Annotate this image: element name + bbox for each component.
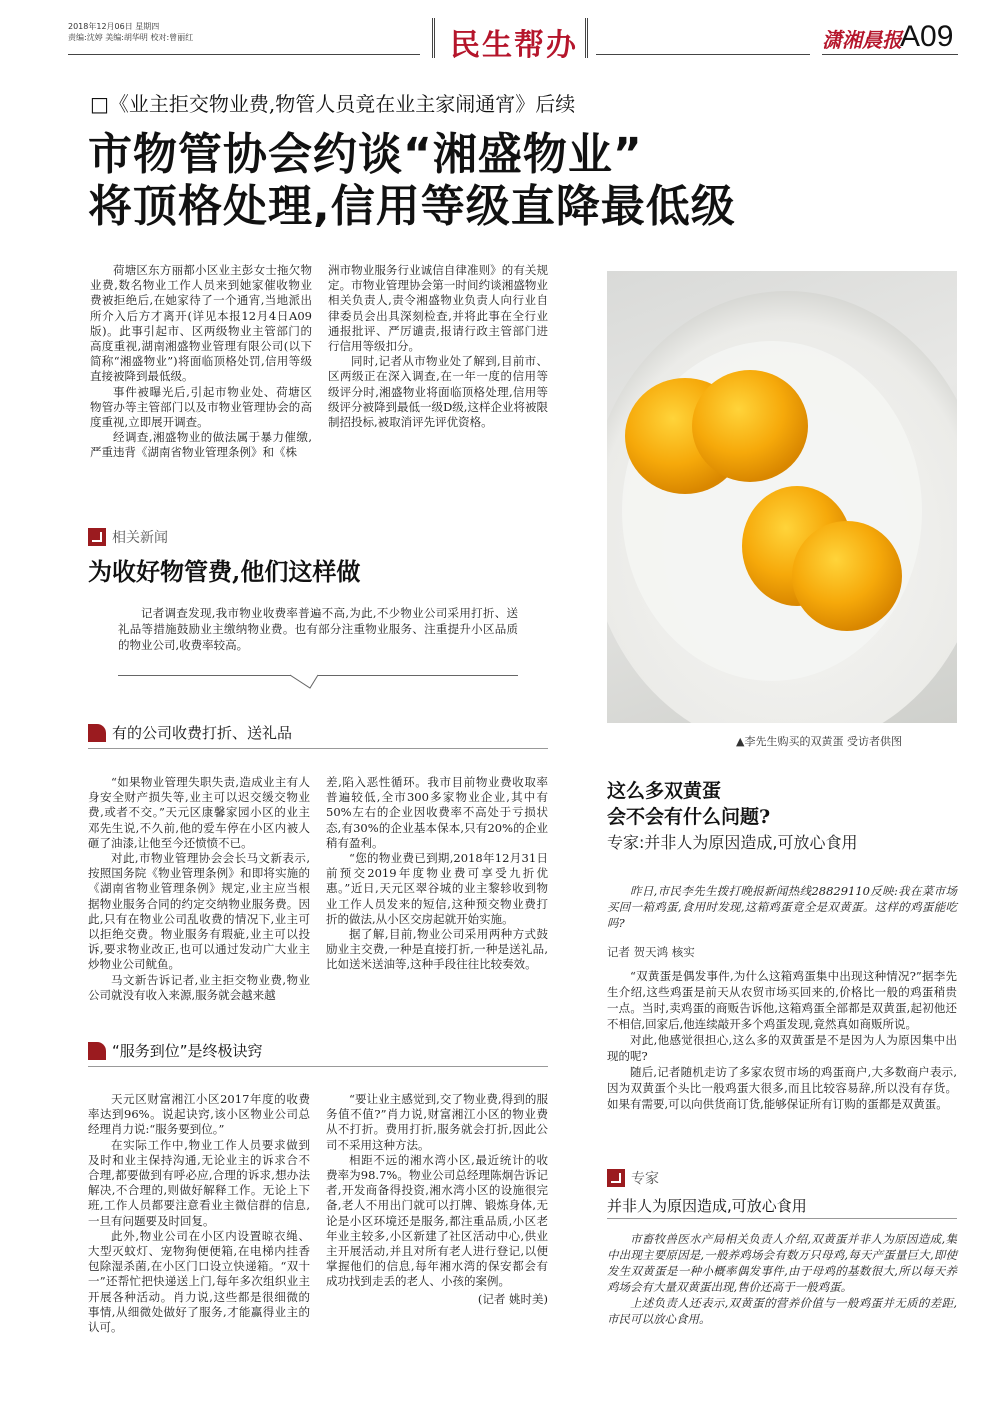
egg-photo	[607, 271, 957, 723]
sub-heading-2	[88, 1040, 263, 1061]
paragraph: 差,陷入恶性循环。我市目前物业费收取率普遍较低,全市300多家物业企业,其中有50%左右的企业因收费率不高处于亏损状态,有30%的企业基本保本,只有20%的企业稍有盈利。	[326, 775, 548, 850]
paragraph: 据了解,目前,物业公司采用两种方式鼓励业主交费,一种是直接打折,一种是送礼品,比如送米送油等,这种手段往往比较奏效。	[326, 927, 548, 972]
paragraph: “如果物业管理失职失责,造成业主有人身安全财产损失等,业主可以迟交缓交物业费,或者不交。”天元区康馨家园小区的业主邓先生说,不久前,他的爱车停在小区内被人砸了油漆,让他至今还愤愤不已。	[88, 775, 310, 850]
photo-caption: ▲李先生购买的双黄蛋 受访者供图	[736, 735, 902, 748]
related-title: 为收好物管费,他们这样做	[88, 557, 361, 586]
sub-heading-1-label: 有的公司收费打折、送礼品	[112, 724, 293, 742]
sub-heading-1	[88, 722, 292, 743]
paragraph: 相距不远的湘水湾小区,最近统计的收费率为98.7%。物业公司总经理陈炯告诉记者,开发商备得投资,湘水湾小区的设施很完备,老人不用出门就可以打牌、锻炼身体,无论是小区环境还是服务,都注重品质,小区老年业主较多,小区新建了社区活动中心,供业主开展活动,并且对所有老人进行登记,以便掌握他们的信息,每年湘水湾的保安都会有成功找到走丢的老人、小孩的案例。	[326, 1152, 548, 1289]
related-tag-label: 相关新闻	[112, 530, 168, 546]
lead-paragraph: 昨日,市民李先生拨打晚报新闻热线28829110反映:我在菜市场买回一箱鸡蛋,食用时发现,这箱鸡蛋竟全是双黄蛋。这样的鸡蛋能吃吗?	[607, 884, 957, 930]
section-tab-icon	[88, 1042, 106, 1060]
paragraph: 在实际工作中,物业工作人员要求做到及时和业主保持沟通,无论业主的诉求合不合理,都要做到有呼必应,合理的诉求,想办法解决,不合理的,则做好解释工作。无论上下班,工作人员都要注意看业主微信群的信息,一旦有问题要及时回复。	[88, 1137, 310, 1228]
main-col-2	[328, 263, 548, 430]
paragraph: “要让业主感觉到,交了物业费,得到的服务值不值?”肖力说,财富湘江小区的物业费从不打折。费用打折,服务就会打折,因此公司不采用这种方法。	[326, 1092, 548, 1152]
expert-tag-label: 专家	[631, 1171, 659, 1187]
related-tag	[88, 527, 168, 547]
paragraph: “双黄蛋是偶发事件,为什么这箱鸡蛋集中出现这种情况?”据李先生介绍,这些鸡蛋是前天从农贸市场买回来的,价格比一般的鸡蛋稍贵一点。当时,卖鸡蛋的商贩告诉他,这箱鸡蛋全部都是双黄蛋,起初他还不相信,回家后,他连续敲开多个鸡蛋发现,竟然真如商贩所说。	[607, 969, 957, 1031]
sub2-col-1	[88, 1092, 310, 1335]
main-col-1	[90, 263, 312, 461]
kicker: □《业主拒交物业费,物管人员竟在业主家闹通宵》后续	[90, 92, 576, 116]
side-reporters: 记者 贺天鸿 核实	[607, 945, 695, 959]
side-title-1: 这么多双黄蛋	[607, 780, 722, 802]
expert-tag	[607, 1168, 659, 1188]
paragraph: “您的物业费已到期,2018年12月31日前预交2019年度物业费可享受九折优惠。”近日,天元区翠谷城的业主黎轸收到物业工作人员发来的短信,这种预交物业费打折的做法,从小区交房起就开始实施。	[326, 851, 548, 926]
staff-line: 责编:沈婷 美编:胡华明 校对:曾丽红	[68, 33, 194, 42]
paragraph: 经调查,湘盛物业的做法属于暴力催缴,严重违背《湖南省物业管理条例》和《株	[90, 430, 312, 460]
headline-line-1: 市物管协会约谈“湘盛物业”	[88, 129, 643, 180]
egg-photo-image	[607, 271, 957, 723]
section-title: 民生帮办	[450, 28, 578, 63]
side-body	[607, 968, 957, 1112]
paragraph: 同时,记者从市物业处了解到,目前市、区两级正在深入调查,在一年一度的信用等级评分时,湘盛物业将面临顶格处理,信用等级评分被降到最低一级D级,这样企业将被限制招投标,被取消评先评优资格。	[328, 354, 548, 430]
byline: (记者 姚时美)	[477, 1291, 548, 1306]
page-number: A09	[900, 20, 954, 53]
paragraph: 马文新告诉记者,业主拒交物业费,物业公司就没有收入来源,服务就会越来越	[88, 972, 310, 1002]
paragraph: 事件被曝光后,引起市物业处、荷塘区物管办等主管部门以及市物业管理协会的高度重视,立即展开调查。	[90, 384, 312, 430]
sub1-col-1	[88, 775, 310, 1003]
intro-text: 记者调查发现,我市物业收费率普遍不高,为此,不少物业公司采用打折、送礼品等措施鼓励业主缴纳物业费。也有部分注重物业服务、注重提升小区品质的物业公司,收费率较高。	[118, 606, 518, 652]
intro-box	[118, 605, 518, 676]
paragraph: 上述负责人还表示,双黄蛋的营养价值与一般鸡蛋并无质的差距,市民可以放心食用。	[607, 1296, 957, 1326]
sub2-col-2	[326, 1092, 548, 1307]
paragraph: 对此,市物业管理协会会长马文新表示,按照国务院《物业管理条例》和即将实施的《湖南省物业管理条例》规定,业主应当根据物业服务合同的约定交纳物业服务费。因此,只有在物业公司乱收费的情况下,业主可以拒绝交费。物业服务有瑕疵,业主可以投诉,要求物业改正,也可以通过发动广大业主炒物业公司鱿鱼。	[88, 851, 310, 972]
paragraph: 天元区财富湘江小区2017年度的收费率达到96%。说起诀窍,该小区物业公司总经理肖力说:“服务要到位。”	[88, 1092, 310, 1137]
side-lead	[607, 883, 957, 931]
paragraph: 市畜牧兽医水产局相关负责人介绍,双黄蛋并非人为原因造成,集中出现主要原因是,一般养鸡场会有数万只母鸡,每天产蛋量巨大,即使发生双黄蛋是一种小概率偶发事件,由于母鸡的基数很大,所以每天养鸡场会有大量双黄蛋出现,售价还高于一般鸡蛋。	[607, 1232, 957, 1294]
expert-subtitle: 并非人为原因造成,可放心食用	[607, 1197, 807, 1215]
side-title-2: 会不会有什么问题?	[607, 806, 771, 828]
arrow-tag-icon	[88, 528, 106, 546]
sub1-col-2	[326, 775, 548, 973]
bubble-pointer	[290, 670, 330, 690]
arrow-tag-icon	[607, 1169, 625, 1187]
headline-line-2: 将顶格处理,信用等级直降最低级	[88, 181, 736, 232]
paper-logo: 潇湘晨报	[822, 28, 902, 52]
paragraph: 荷塘区东方丽都小区业主彭女士拖欠物业费,数名物业工作人员来到她家催收物业费被拒绝后,在她家待了一个通宵,当地派出所介入后方才离开(详见本报12月4日A09版)。此事引起市、区两级物业主管部门的高度重视,湖南湘盛物业管理有限公司(以下简称“湘盛物业”)将面临顶格处罚,信用等级直接被降到最低级。	[90, 263, 312, 384]
paragraph: 此外,物业公司在小区内设置晾衣绳、大型灭蚊灯、宠物狗便便箱,在电梯内挂香包除湿杀菌,在小区门口设立快递箱。“双十一”还帮忙把快递送上门,每年多次组织业主开展各种活动。肖力说,这些都是很细微的事情,从细微处做好了服务,才能赢得业主的认可。	[88, 1228, 310, 1335]
paragraph: 对此,他感觉很担心,这么多的双黄蛋是不是因为人为原因集中出现的呢?	[607, 1033, 957, 1063]
sub-heading-2-label: “服务到位”是终极诀窍	[112, 1042, 263, 1060]
section-tab-icon	[88, 724, 106, 742]
date-line: 2018年12月06日 星期四	[68, 22, 160, 31]
paragraph: 洲市物业服务行业诚信自律准则》的有关规定。市物业管理协会第一时间约谈湘盛物业相关负责人,责令湘盛物业负责人向行业自律委员会出具深刻检查,并将此事在全行业通报批评、严厉谴责,报请行政主管部门进行信用等级扣分。	[328, 263, 548, 354]
expert-body	[607, 1231, 957, 1327]
paragraph: 随后,记者随机走访了多家农贸市场的鸡蛋商户,大多数商户表示,因为双黄蛋个头比一般鸡蛋大很多,而且比较容易辞,所以没有存货。如果有需要,可以向供货商订货,能够保证所有订购的蛋都是双黄蛋。	[607, 1065, 957, 1111]
side-subtitle: 专家:并非人为原因造成,可放心食用	[607, 833, 858, 852]
